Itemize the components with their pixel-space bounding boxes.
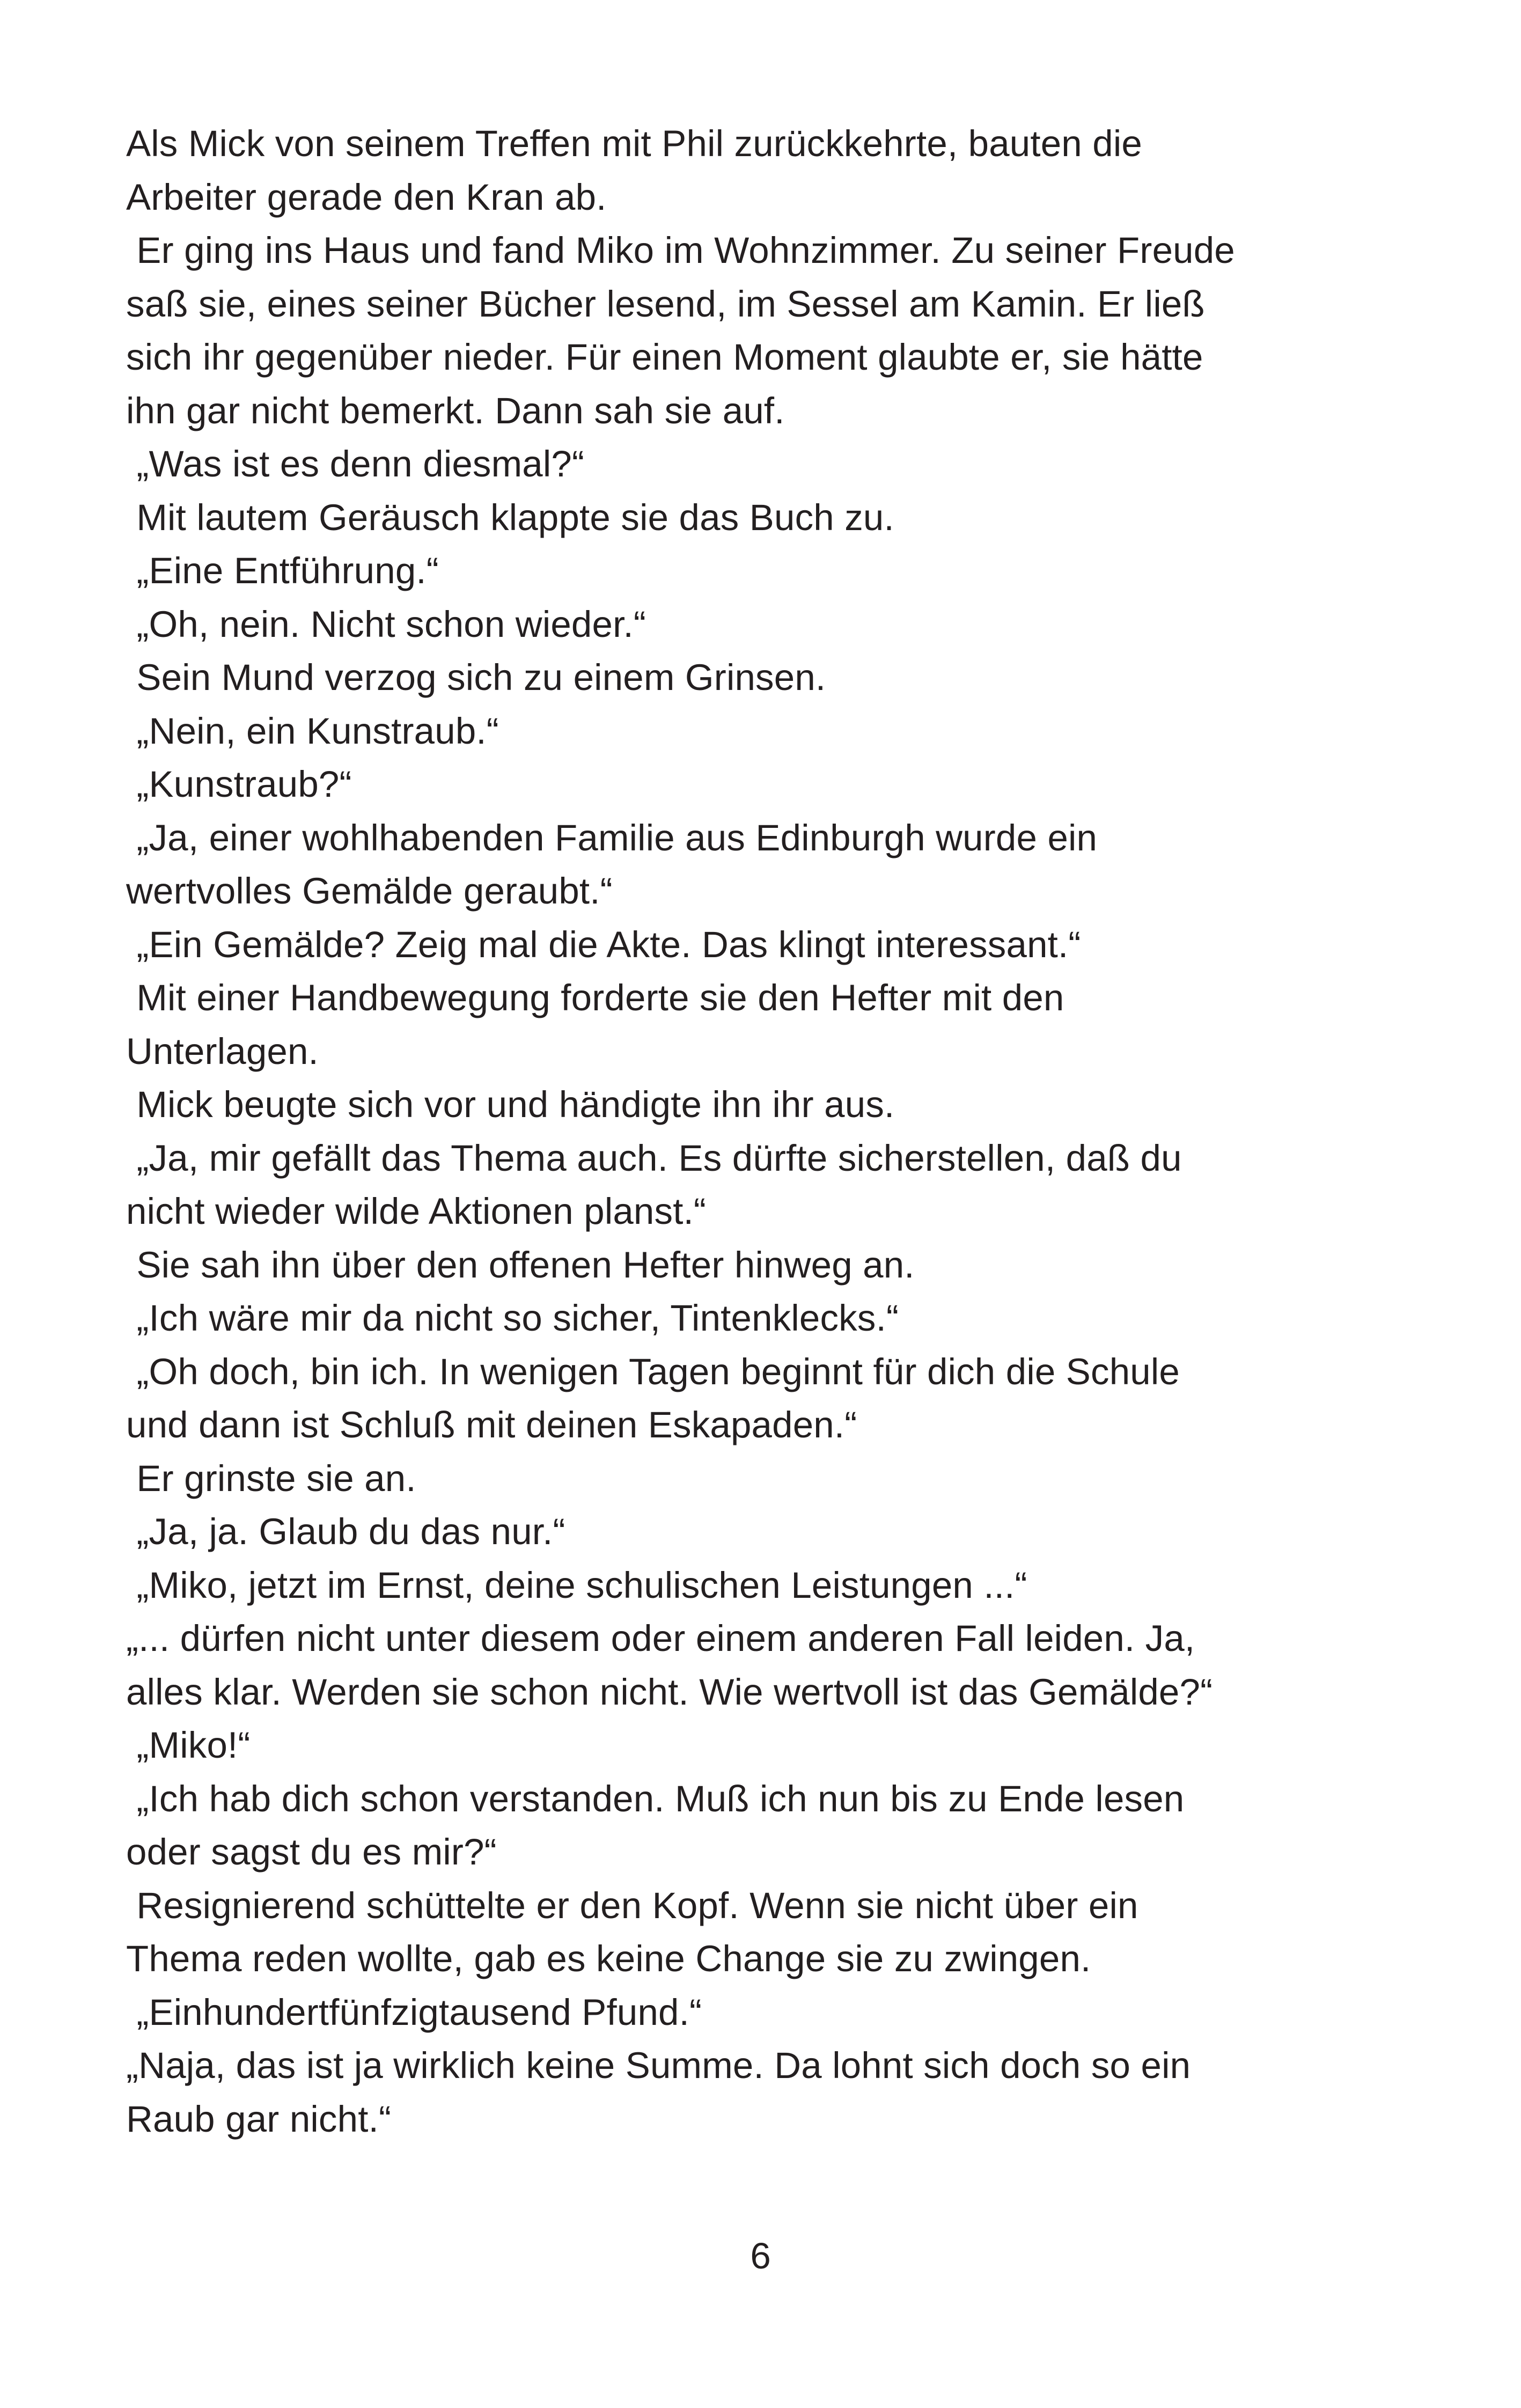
- text-line: alles klar. Werden sie schon nicht. Wie wertvoll ist das Gemälde?“: [126, 1671, 1213, 1713]
- text-line: und dann ist Schluß mit deinen Eskapaden.“: [126, 1404, 857, 1445]
- body-text: [126, 117, 1403, 2146]
- text-line: Sie sah ihn über den offenen Hefter hinweg an.: [126, 1244, 915, 1286]
- text-line: Mit lautem Geräusch klappte sie das Buch zu.: [126, 496, 894, 538]
- text-line: Resignierend schüttelte er den Kopf. Wenn sie nicht über ein: [126, 1884, 1138, 1926]
- text-line: „Nein, ein Kunstraub.“: [126, 710, 499, 752]
- text-line: „Ja, ja. Glaub du das nur.“: [126, 1511, 565, 1552]
- text-line: saß sie, eines seiner Bücher lesend, im Sessel am Kamin. Er ließ: [126, 283, 1205, 325]
- text-line: Er ging ins Haus und fand Miko im Wohnzimmer. Zu seiner Freude: [126, 230, 1235, 271]
- text-line: „Miko!“: [126, 1724, 251, 1766]
- text-line: nicht wieder wilde Aktionen planst.“: [126, 1191, 707, 1232]
- text-line: „Was ist es denn diesmal?“: [126, 443, 585, 484]
- text-line: „Ein Gemälde? Zeig mal die Akte. Das klingt interessant.“: [126, 923, 1081, 965]
- text-line: Mick beugte sich vor und händigte ihn ihr aus.: [126, 1084, 895, 1125]
- text-line: Er grinste sie an.: [126, 1457, 416, 1499]
- text-line: oder sagst du es mir?“: [126, 1831, 497, 1873]
- text-line: „Oh, nein. Nicht schon wieder.“: [126, 603, 646, 645]
- text-line: „Naja, das ist ja wirklich keine Summe. Da lohnt sich doch so ein: [126, 2045, 1191, 2086]
- text-line: „Einhundertfünfzigtausend Pfund.“: [126, 1991, 702, 2033]
- text-line: „Ich hab dich schon verstanden. Muß ich nun bis zu Ende lesen: [126, 1778, 1185, 1819]
- text-line: „Oh doch, bin ich. In wenigen Tagen beginnt für dich die Schule: [126, 1350, 1180, 1392]
- text-line: Mit einer Handbewegung forderte sie den Hefter mit den: [126, 977, 1064, 1018]
- text-line: „... dürfen nicht unter diesem oder einem anderen Fall leiden. Ja,: [126, 1618, 1195, 1659]
- text-line: sich ihr gegenüber nieder. Für einen Moment glaubte er, sie hätte: [126, 336, 1203, 378]
- text-line: wertvolles Gemälde geraubt.“: [126, 870, 613, 912]
- text-line: „Eine Entführung.“: [126, 550, 439, 591]
- text-line: Als Mick von seinem Treffen mit Phil zurückkehrte, bauten die: [126, 123, 1142, 164]
- text-line: Arbeiter gerade den Kran ab.: [126, 176, 607, 218]
- text-line: Sein Mund verzog sich zu einem Grinsen.: [126, 657, 826, 698]
- text-line: „Ja, mir gefällt das Thema auch. Es dürfte sicherstellen, daß du: [126, 1137, 1182, 1179]
- text-line: „Ja, einer wohlhabenden Familie aus Edinburgh wurde ein: [126, 817, 1098, 858]
- text-line: Unterlagen.: [126, 1030, 319, 1072]
- text-line: „Miko, jetzt im Ernst, deine schulischen Leistungen ...“: [126, 1564, 1027, 1606]
- text-line: ihn gar nicht bemerkt. Dann sah sie auf.: [126, 390, 785, 431]
- text-line: „Ich wäre mir da nicht so sicher, Tintenklecks.“: [126, 1297, 899, 1339]
- page-number: 6: [750, 2235, 771, 2277]
- text-line: „Kunstraub?“: [126, 763, 352, 805]
- text-line: Thema reden wollte, gab es keine Change sie zu zwingen.: [126, 1938, 1091, 1979]
- text-line: Raub gar nicht.“: [126, 2098, 392, 2140]
